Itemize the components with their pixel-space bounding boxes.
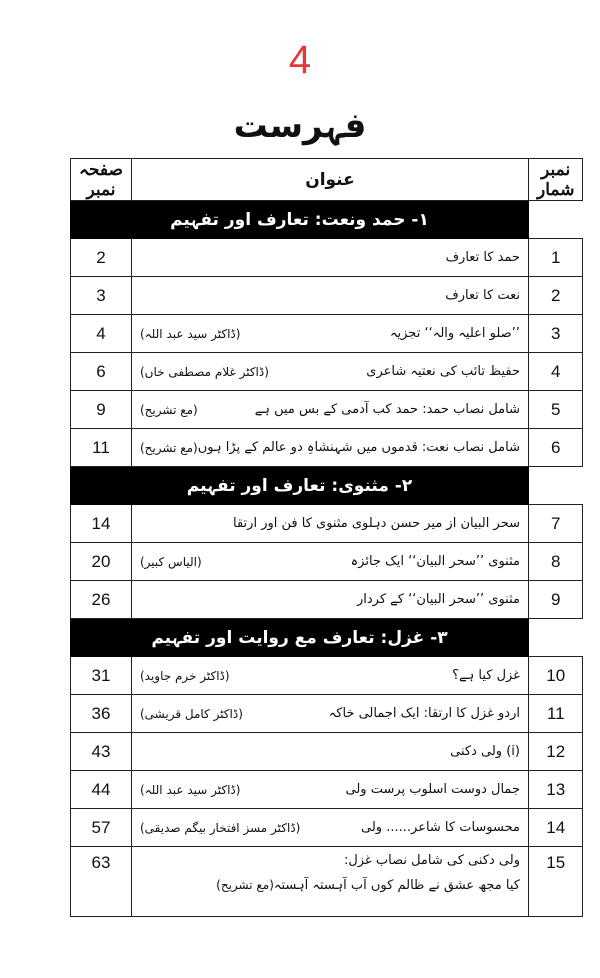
entry-author: (الیاس کبیر) <box>139 554 202 569</box>
title-wrap <box>140 592 520 607</box>
entry-author: (مع تشریح) <box>139 402 198 417</box>
table-row <box>71 239 583 277</box>
serial-cell: 10 <box>528 657 582 695</box>
title-wrap <box>140 820 520 835</box>
entry-title: ولی دکنی کی شامل نصاب غزل: <box>343 853 520 868</box>
title-cell <box>131 771 528 809</box>
header-page-col: صفحہ نمبر <box>71 159 132 201</box>
serial-cell: 3 <box>528 315 582 353</box>
page-cell: 26 <box>71 581 132 619</box>
table-row <box>71 657 583 695</box>
section-row <box>71 619 583 657</box>
title-wrap <box>140 326 520 341</box>
title-wrap <box>140 440 520 455</box>
serial-cell: 7 <box>528 505 582 543</box>
page-cell: 31 <box>71 657 132 695</box>
table-row <box>71 733 583 771</box>
table-row <box>71 847 583 917</box>
serial-cell: 14 <box>528 809 582 847</box>
entry-author: (ڈاکٹر سید عبد اللہ) <box>139 782 241 797</box>
serial-cell: 15 <box>528 847 582 917</box>
entry-title: شامل نصاب حمد: حمد کب آدمی کے بس میں ہے <box>254 402 520 417</box>
serial-cell: 11 <box>528 695 582 733</box>
title-cell <box>131 581 528 619</box>
table-row <box>71 429 583 467</box>
table-row <box>71 543 583 581</box>
page-cell: 9 <box>71 391 132 429</box>
title-cell <box>131 695 528 733</box>
page-cell: 63 <box>71 847 132 917</box>
page-cell: 43 <box>71 733 132 771</box>
title-cell <box>131 657 528 695</box>
table-row <box>71 505 583 543</box>
section-heading: ١- حمد ونعت: تعارف اور تفہیم <box>71 201 529 239</box>
title-wrap <box>140 878 520 893</box>
toc-table <box>70 158 583 917</box>
entry-title: مثنوی ’’سحر البیان‘‘ کے کردار <box>356 592 520 607</box>
table-row <box>71 353 583 391</box>
table-row <box>71 771 583 809</box>
entry-author: (مع تشریح) <box>216 878 274 892</box>
title-wrap <box>140 364 520 379</box>
entry-title: حمد کا تعارف <box>445 250 520 265</box>
section-heading: ٣- غزل: تعارف مع روایت اور تفہیم <box>71 619 529 657</box>
entry-title: (i) ولی دکنی <box>450 744 520 759</box>
serial-cell: 12 <box>528 733 582 771</box>
serial-cell: 8 <box>528 543 582 581</box>
entry-title: مثنوی ’’سحر البیان‘‘ ایک جائزہ <box>350 554 520 569</box>
table-row <box>71 581 583 619</box>
entry-author: (ڈاکٹر غلام مصطفی خاں) <box>139 364 269 379</box>
entry-title: نعت کا تعارف <box>445 288 520 303</box>
entry-author: (ڈاکٹر سید عبد اللہ) <box>139 326 241 341</box>
title-cell <box>131 543 528 581</box>
title-cell <box>131 353 528 391</box>
serial-cell: 13 <box>528 771 582 809</box>
serial-cell: 1 <box>528 239 582 277</box>
page-cell: 11 <box>71 429 132 467</box>
page-cell: 44 <box>71 771 132 809</box>
entry-title: سحر البیان از میر حسن دہلوی مثنوی کا فن اور ارتقا <box>233 516 520 531</box>
title-wrap <box>140 554 520 569</box>
header-num-col: نمبر شمار <box>528 159 582 201</box>
title-cell <box>131 315 528 353</box>
page-cell: 20 <box>71 543 132 581</box>
table-row <box>71 809 583 847</box>
page-number: 4 <box>288 38 312 82</box>
title-cell <box>131 809 528 847</box>
entry-title: اردو غزل کا ارتقا: ایک اجمالی خاکہ <box>328 706 520 721</box>
entry-author: (ڈاکٹر کامل قریشی) <box>139 706 243 721</box>
toc-title: فہرست <box>233 106 367 146</box>
entry-author: (ڈاکٹر مسز افتخار بیگم صدیقی) <box>139 820 301 835</box>
title-wrap <box>140 516 520 531</box>
entry-title: محسوسات کا شاعر...... ولی <box>361 820 520 835</box>
page-cell: 36 <box>71 695 132 733</box>
entry-title: ’’صلو اعلیہ والہ‘‘ تجزیہ <box>389 326 520 341</box>
serial-cell: 2 <box>528 277 582 315</box>
section-row <box>71 201 583 239</box>
section-row <box>71 467 583 505</box>
title-cell <box>131 847 528 917</box>
title-cell <box>131 429 528 467</box>
title-cell <box>131 239 528 277</box>
table-row <box>71 391 583 429</box>
entry-title: غزل کیا ہے؟ <box>452 668 520 683</box>
entry-title: حفیظ تائب کی نعتیہ شاعری <box>366 364 520 379</box>
serial-cell: 9 <box>528 581 582 619</box>
page-cell: 2 <box>71 239 132 277</box>
entry-title: شامل نصاب نعت: قدموں میں شہنشاہِ دو عالم کے پڑا ہوں <box>197 440 520 455</box>
table-row <box>71 695 583 733</box>
serial-cell: 5 <box>528 391 582 429</box>
title-wrap <box>140 250 520 265</box>
entry-author: (ڈاکٹر خرم جاوید) <box>139 668 230 683</box>
title-wrap <box>140 668 520 683</box>
serial-cell: 6 <box>528 429 582 467</box>
page-cell: 14 <box>71 505 132 543</box>
serial-cell: 4 <box>528 353 582 391</box>
title-wrap <box>140 288 520 303</box>
page-cell: 3 <box>71 277 132 315</box>
title-cell <box>131 733 528 771</box>
header-title-col: عنوان <box>131 159 528 201</box>
title-wrap <box>140 706 520 721</box>
entry-author: (مع تشریح) <box>139 440 198 455</box>
title-cell <box>131 277 528 315</box>
page-cell: 6 <box>71 353 132 391</box>
title-wrap <box>140 744 520 759</box>
page-cell: 4 <box>71 315 132 353</box>
table-row <box>71 315 583 353</box>
title-cell <box>131 391 528 429</box>
toc-body <box>71 201 583 917</box>
entry-subtitle: کیا مجھ عشق نے ظالم کوں آب آہستہ آہستہ <box>273 878 520 893</box>
header-row <box>71 159 583 201</box>
table-row <box>71 277 583 315</box>
title-wrap <box>140 402 520 417</box>
entry-title: جمال دوست اسلوب پرست ولی <box>345 782 520 797</box>
title-wrap <box>140 782 520 797</box>
page-cell: 57 <box>71 809 132 847</box>
section-heading: ٢- مثنوی: تعارف اور تفہیم <box>71 467 529 505</box>
title-cell <box>131 505 528 543</box>
